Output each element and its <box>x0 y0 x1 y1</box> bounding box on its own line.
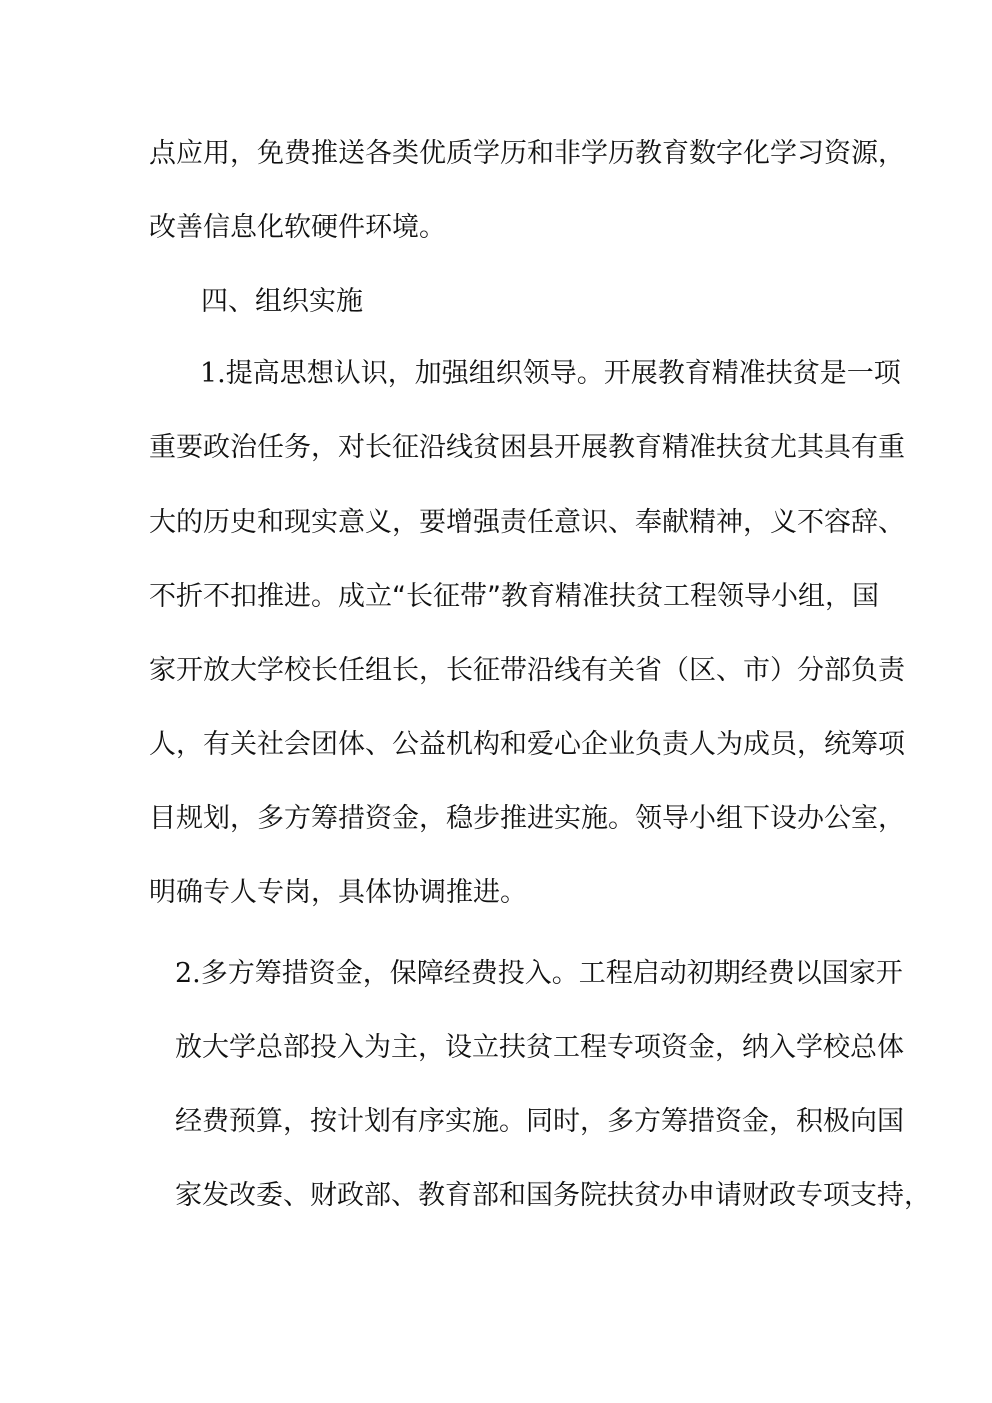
paragraph-line: 家开放大学校长任组长，长征带沿线有关省（区、市）分部负责 <box>149 655 905 686</box>
paragraph-line: 不折不扣推进。成立“长征带”教育精准扶贫工程领导小组，国 <box>149 581 879 612</box>
item-2-lead: 2.多方筹措资金，保障经费投入。 <box>175 958 579 989</box>
paragraph-line: 家发改委、财政部、教育部和国务院扶贫办申请财政专项支持， <box>175 1180 931 1211</box>
paragraph-line <box>175 957 903 991</box>
paragraph-line: 大的历史和现实意义，要增强责任意识、奉献精神，义不容辞、 <box>149 507 905 538</box>
paragraph-line <box>200 357 901 391</box>
paragraph-line: 明确专人专岗，具体协调推进。 <box>149 877 527 908</box>
paragraph-line: 目规划，多方筹措资金，稳步推进实施。领导小组下设办公室， <box>149 803 905 834</box>
paragraph-line: 重要政治任务，对长征沿线贫困县开展教育精准扶贫尤其具有重 <box>149 432 905 463</box>
item-1-lead: 1.提高思想认识，加强组织领导。 <box>200 358 604 389</box>
paragraph-line: 改善信息化软硬件环境。 <box>149 212 446 243</box>
paragraph-line: 放大学总部投入为主，设立扶贫工程专项资金，纳入学校总体 <box>175 1032 904 1063</box>
item-1-text: 开展教育精准扶贫是一项 <box>603 358 901 389</box>
paragraph-line: 点应用，免费推送各类优质学历和非学历教育数字化学习资源， <box>149 138 905 169</box>
paragraph-line: 经费预算，按计划有序实施。同时，多方筹措资金，积极向国 <box>175 1106 904 1137</box>
paragraph-line: 人，有关社会团体、公益机构和爱心企业负责人为成员，统筹项 <box>149 729 905 760</box>
section-heading: 四、组织实施 <box>201 286 363 317</box>
item-2-text: 工程启动初期经费以国家开 <box>578 958 903 989</box>
